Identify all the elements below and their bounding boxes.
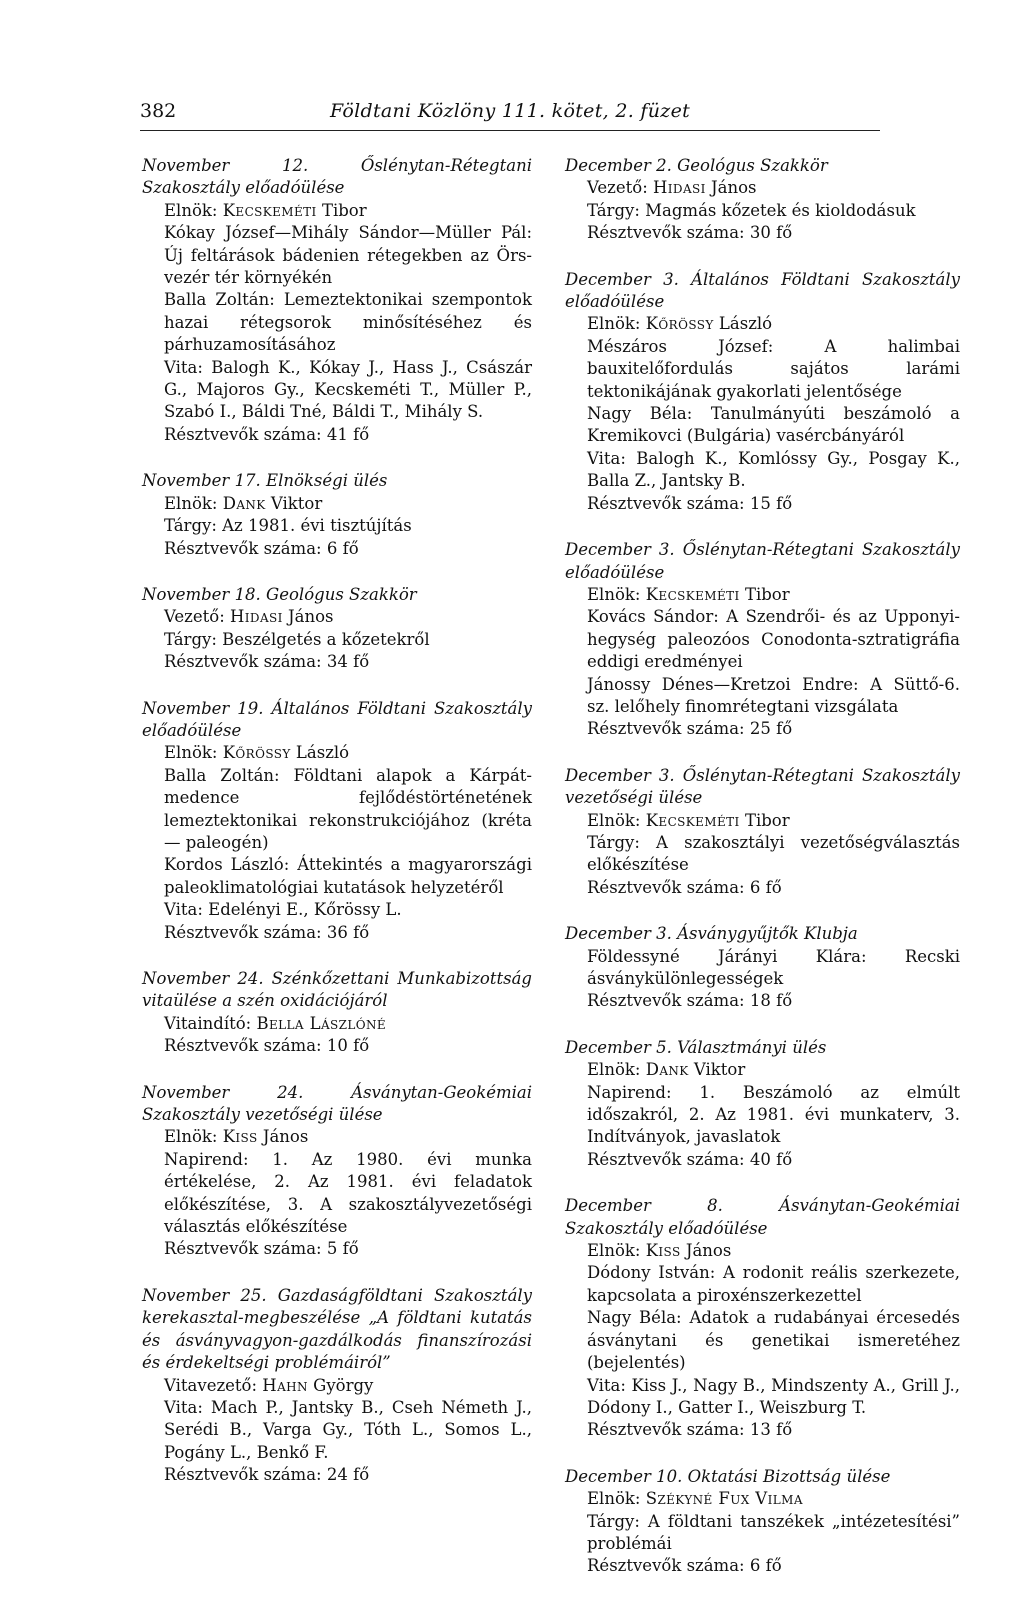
chair-rest: László [713, 314, 773, 334]
chair-name: Bella Lászlóné [256, 1013, 387, 1033]
chair-label: Vezető: [587, 178, 653, 198]
meeting-entry [565, 269, 960, 515]
entry-line: Jánossy Dénes—Kretzoi Endre: A Süttő-6. sz. lelőhely finomrétegtani vizsgálata [587, 674, 960, 716]
chair-label: Elnök: [587, 1489, 646, 1509]
chair-name: Kiss [645, 1241, 681, 1261]
meeting-heading: December 2. Geológus Szakkör [565, 156, 828, 175]
chair-line [142, 1375, 532, 1397]
chair-label: Elnök: [164, 743, 223, 763]
meeting-entry [565, 1195, 960, 1441]
chair-name: Kőrössy [222, 743, 291, 763]
chair-rest: János [282, 607, 334, 627]
chair-line [565, 1059, 960, 1081]
chair-rest: Tibor [739, 584, 790, 604]
entry-line: Résztvevők száma: 6 fő [587, 1556, 782, 1576]
right-column [565, 155, 960, 1602]
chair-name: Dank [645, 1060, 689, 1080]
chair-rest: Viktor [688, 1060, 746, 1080]
entry-line: Résztvevők száma: 10 fő [164, 1036, 370, 1056]
entry-line: Résztvevők száma: 6 fő [587, 877, 782, 897]
chair-line [565, 810, 960, 832]
entry-line: Napirend: 1. Beszámoló az elmúlt időszakról, 2. Az 1981. évi munkaterv, 3. Indítványok, javaslatok [587, 1082, 960, 1147]
entry-line: Résztvevők száma: 30 fő [587, 223, 793, 243]
meeting-heading: November 24. Ásványtan-Geokémiai Szakosztály vezetőségi ülése [142, 1082, 532, 1125]
meeting-entry [565, 765, 960, 899]
entry-line: Vita: Balogh K., Kókay J., Hass J., Császár G., Majoros Gy., Kecskeméti T., Müller P., Szabó I., Báldi Tné, Báldi T., Mihály S. [164, 357, 532, 422]
chair-label: Vezető: [164, 607, 230, 627]
chair-label: Elnök: [587, 1060, 646, 1080]
entry-line: Vita: Kiss J., Nagy B., Mindszenty A., Grill J., Dódony I., Gatter I., Weiszburg T. [587, 1375, 960, 1417]
chair-line [142, 606, 532, 628]
chair-name: Kiss [222, 1127, 258, 1147]
meeting-entry [565, 1466, 960, 1578]
chair-rest: Viktor [265, 493, 323, 513]
meeting-entry [565, 539, 960, 741]
chair-line [142, 1126, 532, 1148]
entry-line: Résztvevők száma: 25 fő [587, 719, 793, 739]
chair-line [565, 584, 960, 606]
entry-line: Tárgy: A szakosztályi vezetőségválasztás előkészítése [587, 832, 960, 875]
chair-line [142, 493, 532, 515]
meeting-entry [142, 1082, 532, 1261]
chair-label: Vitavezető: [164, 1375, 263, 1395]
chair-name: Hidasi [653, 178, 706, 198]
chair-label: Vitaindító: [164, 1013, 257, 1033]
meeting-heading: November 25. Gazdaságföldtani Szakosztály kerekasztal-megbeszélése „A földtani kutatás és ásványvagyon-gazdálkodás finanszírozási és érdekeltségi problémáiról” [142, 1285, 532, 1373]
meeting-entry [565, 923, 960, 1013]
page-header [140, 90, 880, 131]
chair-rest: János [680, 1241, 732, 1261]
entry-line: Résztvevők száma: 40 fő [587, 1149, 793, 1169]
chair-line [142, 200, 532, 222]
entry-line: Résztvevők száma: 36 fő [164, 922, 370, 942]
entry-line: Kovács Sándor: A Szendrői- és az Upponyi-hegység paleozóos Conodonta-sztratigráfia eddigi eredményei [587, 607, 960, 672]
meeting-heading: December 3. Általános Földtani Szakosztály előadóülése [565, 269, 960, 312]
entry-line: Földessyné Járányi Klára: Recski ásványkülönlegességek [587, 946, 960, 988]
entry-line: Dódony István: A rodonit reális szerkezete, kapcsolata a piroxénszerkezettel [587, 1263, 960, 1305]
meeting-heading: December 3. Ásványgyűjtők Klubja [565, 924, 858, 944]
chair-line [142, 742, 532, 764]
chair-name: Hahn [262, 1375, 308, 1395]
meeting-heading: November 24. Szénkőzettani Munkabizottság vitaülése a szén oxidációjáról [142, 969, 532, 1011]
entry-line: Résztvevők száma: 13 fő [587, 1420, 793, 1440]
meeting-entry [565, 1037, 960, 1171]
meeting-heading: November 17. Elnökségi ülés [142, 471, 388, 491]
entry-line: Kókay József—Mihály Sándor—Müller Pál: Új feltárások bádenien rétegekben az Örs-vezér tér környékén [164, 223, 532, 288]
chair-line [565, 1488, 960, 1510]
entry-line: Kordos László: Áttekintés a magyarországi paleoklimatológiai kutatások helyzetéről [164, 855, 532, 897]
chair-line [565, 177, 960, 199]
entry-line: Mészáros József: A halimbai bauxitelőfordulás sajátos larámi tektonikájának gyakorlati jelentősége [587, 336, 960, 401]
chair-label: Elnök: [587, 314, 646, 334]
meeting-entry [565, 155, 960, 245]
meeting-heading: November 12. Őslénytan-Rétegtani Szakosztály előadóülése [142, 156, 532, 198]
chair-name: Kecskeméti [222, 200, 317, 220]
chair-name: Dank [222, 493, 266, 513]
entry-line: Tárgy: Az 1981. évi tisztújítás [164, 516, 412, 536]
entry-line: Vita: Mach P., Jantsky B., Cseh Németh J., Serédi B., Varga Gy., Tóth L., Somos L., Pogány L., Benkő F. [164, 1397, 532, 1462]
entry-line: Résztvevők száma: 5 fő [164, 1239, 359, 1259]
page-number: 382 [140, 100, 177, 122]
entry-line: Nagy Béla: Tanulmányúti beszámoló a Kremikovci (Bulgária) vasércbányáról [587, 404, 960, 446]
entry-line: Vita: Balogh K., Komlóssy Gy., Posgay K., Balla Z., Jantsky B. [587, 448, 960, 491]
chair-label: Elnök: [164, 200, 223, 220]
chair-line [142, 1013, 532, 1035]
meeting-entry [142, 698, 532, 944]
entry-line: Balla Zoltán: Lemeztektonikai szempontok hazai rétegsorok minősítéséhez és párhuzamosításához [164, 290, 532, 355]
entry-line: Résztvevők száma: 34 fő [164, 652, 370, 672]
meeting-entry [142, 155, 532, 446]
entry-line: Balla Zoltán: Földtani alapok a Kárpát-medence fejlődéstörténetének lemeztektonikai rekonstrukciójához (kréta — paleogén) [164, 765, 532, 852]
journal-title: Földtani Közlöny 111. kötet, 2. füzet [329, 100, 691, 122]
chair-rest: László [290, 743, 350, 763]
chair-label: Elnök: [587, 1241, 646, 1261]
meeting-heading: December 10. Oktatási Bizottság ülése [565, 1466, 891, 1486]
meeting-heading: December 8. Ásványtan-Geokémiai Szakosztály előadóülése [565, 1196, 960, 1238]
chair-label: Elnök: [587, 810, 646, 830]
chair-name: Kecskeméti [645, 584, 740, 604]
chair-name: Kőrössy [645, 314, 714, 334]
entry-line: Résztvevők száma: 6 fő [164, 538, 359, 558]
chair-rest: Tibor [316, 200, 367, 220]
chair-line [565, 1240, 960, 1262]
chair-rest: György [307, 1375, 374, 1395]
entry-line: Tárgy: Magmás kőzetek és kioldodásuk [587, 200, 916, 220]
entry-line: Tárgy: A földtani tanszékek „intézetesítési” problémái [587, 1511, 960, 1553]
entry-line: Nagy Béla: Adatok a rudabányai ércesedés ásványtani és genetikai ismeretéhez (bejelentés) [587, 1308, 960, 1373]
entry-line: Napirend: 1. Az 1980. évi munka értékelése, 2. Az 1981. évi feladatok előkészítése, 3. A szakosztályvezetőségi választás előkészítése [164, 1149, 532, 1237]
meeting-entry [142, 1285, 532, 1487]
chair-label: Elnök: [164, 493, 223, 513]
entry-line: Vita: Edelényi E., Kőrössy L. [164, 900, 402, 920]
chair-name: Székyné Fux Vilma [645, 1489, 803, 1509]
chair-rest: János [257, 1127, 309, 1147]
meeting-heading: December 3. Őslénytan-Rétegtani Szakosztály vezetőségi ülése [565, 765, 960, 808]
entry-line: Tárgy: Beszélgetés a kőzetekről [164, 629, 430, 649]
chair-name: Kecskeméti [645, 810, 740, 830]
chair-line [565, 313, 960, 335]
chair-rest: Tibor [739, 810, 790, 830]
meeting-heading: November 19. Általános Földtani Szakosztály előadóülése [142, 698, 532, 740]
meeting-entry [142, 968, 532, 1058]
meeting-entry [142, 470, 532, 560]
chair-name: Hidasi [230, 607, 283, 627]
meeting-heading: December 3. Őslénytan-Rétegtani Szakosztály előadóülése [565, 540, 960, 582]
entry-line: Résztvevők száma: 24 fő [164, 1465, 370, 1485]
entry-line: Résztvevők száma: 15 fő [587, 493, 793, 513]
left-column [142, 155, 532, 1511]
chair-label: Elnök: [587, 584, 646, 604]
chair-label: Elnök: [164, 1127, 223, 1147]
meeting-heading: November 18. Geológus Szakkör [142, 584, 417, 604]
entry-line: Résztvevők száma: 18 fő [587, 991, 793, 1011]
meeting-heading: December 5. Választmányi ülés [565, 1037, 827, 1057]
meeting-entry [142, 584, 532, 674]
entry-line: Résztvevők száma: 41 fő [164, 424, 370, 444]
chair-rest: János [705, 178, 757, 198]
